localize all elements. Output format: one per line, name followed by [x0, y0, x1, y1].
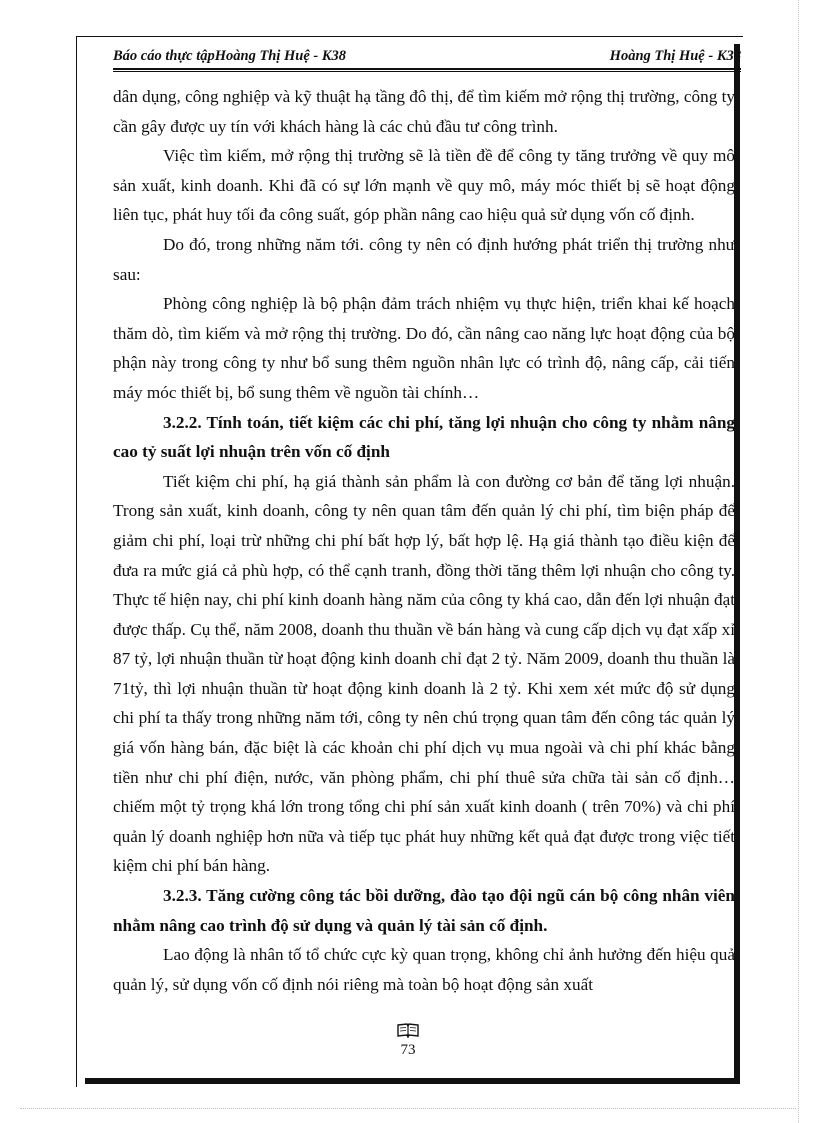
document-body — [113, 82, 735, 999]
header-left: Báo cáo thực tậpHoàng Thị Huệ - K38 — [113, 48, 347, 64]
section-heading-3-2-2: 3.2.2. Tính toán, tiết kiệm các chi phí, tăng lợi nhuận cho công ty nhằm nâng cao tỷ suất lợi nhuận trên vốn cố định — [113, 412, 735, 462]
paragraph: Do đó, trong những năm tới. công ty nên có định hướng phát triển thị trường như sau: — [113, 234, 735, 284]
paragraph: Lao động là nhân tố tổ chức cực kỳ quan trọng, không chỉ ảnh hưởng đến hiệu quả quản lý, sử dụng vốn cố định nói riêng mà toàn bộ hoạt động sản xuất — [113, 945, 735, 994]
section-heading-3-2-3: 3.2.3. Tăng cường công tác bồi dưỡng, đào tạo đội ngũ cán bộ công nhân viên nhằm nâng cao trình độ sử dụng và quản lý tài sản cố định. — [113, 886, 735, 935]
book-icon — [397, 1022, 419, 1038]
page-edge-guide-vertical — [798, 0, 799, 1123]
paragraph: Việc tìm kiếm, mở rộng thị trường sẽ là tiền đề để công ty tăng trưởng về quy mô sản xuất, kinh doanh. Khi đã có sự lớn mạnh về quy mô, máy móc thiết bị sẽ hoạt động liên tục, phát huy tối đa công suất, góp phần nâng cao hiệu quả sử dụng vốn cố định. — [113, 146, 735, 225]
page-number: 73 — [400, 1042, 416, 1058]
paragraph: Tiết kiệm chi phí, hạ giá thành sản phẩm là con đường cơ bản để tăng lợi nhuận. Trong sản xuất, kinh doanh, công ty nên quan tâm đến quản lý chi phí, tìm biện pháp để giảm chi phí, loại trừ những chi phí bất hợp lý, bất hợp lệ. Hạ giá thành tạo điều kiện để đưa ra mức giá cả phù hợp, có thể cạnh tranh, đồng thời tăng thêm lợi nhuận cho công ty. Thực tế hiện nay, chi phí kinh doanh hàng năm của công ty khá cao, dẫn đến lợi nhuận đạt được thấp. Cụ thể, năm 2008, doanh thu thuần về bán hàng và cung cấp dịch vụ đạt xấp xỉ 87 tỷ, lợi nhuận thuần từ hoạt động kinh doanh chỉ đạt 2 tỷ. Năm 2009, doanh thu thuần là 71tỷ, thì lợi nhuận thuần từ hoạt động kinh doanh là 2 tỷ. Khi xem xét mức độ sử dụng chi phí ta thấy trong những năm tới, công ty nên chú trọng quan tâm đến công tác quản lý giá vốn hàng bán, đặc biệt là các khoản chi phí dịch vụ mua ngoài và chi phí khác bằng tiền như chi phí điện, nước, văn phòng phẩm, chi phí thuê sửa chữa tài sản cố định…chiếm một tỷ trọng khá lớn trong tổng chi phí sản xuất kinh doanh ( trên 70%) và chi phí quản lý doanh nghiệp hơn nữa và tiếp tục phát huy những kết quả đạt được trong việc tiết kiệm chi phí bán hàng. — [113, 471, 735, 876]
paragraph: Phòng công nghiệp là bộ phận đảm trách nhiệm vụ thực hiện, triển khai kế hoạch thăm dò, tìm kiếm và mở rộng thị trường. Do đó, cần nâng cao năng lực hoạt động của bộ phận này trong công ty như bổ sung thêm nguồn nhân lực có trình độ, nâng cấp, cải tiến máy móc thiết bị, bổ sung thêm về nguồn tài chính… — [113, 294, 735, 402]
page-footer — [0, 1022, 816, 1059]
running-header — [113, 48, 741, 70]
header-right: Hoàng Thị Huệ - K38 — [609, 48, 741, 64]
header-rule — [113, 71, 741, 72]
paragraph: dân dụng, công nghiệp và kỹ thuật hạ tầng đô thị, để tìm kiếm mở rộng thị trường, công ty cần gây được uy tín với khách hàng là các chủ đầu tư công trình. — [113, 87, 735, 136]
page-edge-guide — [20, 1108, 796, 1109]
